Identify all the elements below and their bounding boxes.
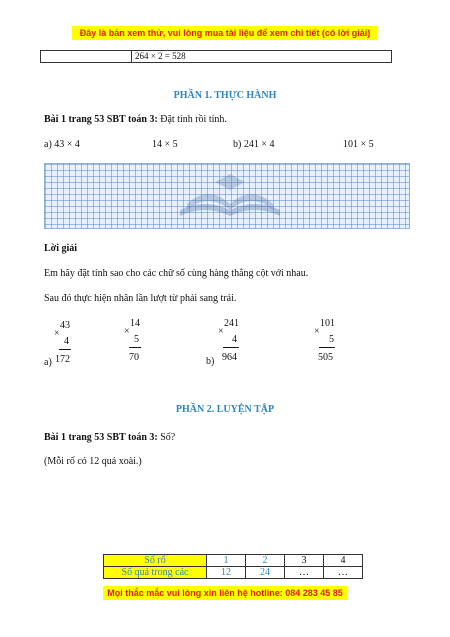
- exercise2-line: [44, 432, 175, 444]
- calc4-rule: [319, 347, 335, 348]
- exercise1-text: Đặt tính rồi tính.: [160, 114, 227, 125]
- table-cell: 24: [246, 567, 285, 579]
- exercise2-text: Số?: [160, 432, 176, 443]
- calc4-bottom: 5: [329, 334, 334, 345]
- table-row-label: Số quả trong các: [104, 567, 207, 579]
- table-row: [104, 567, 363, 579]
- calc1-bottom: 4: [64, 336, 69, 347]
- preview-banner: Đây là bản xem thử, vui lòng mua tài liệu để xem chi tiết (có lời giải): [72, 26, 378, 40]
- table-cell: 3: [285, 555, 324, 567]
- problem-a: a) 43 × 4: [44, 139, 80, 150]
- table-cell-calculation: 264 × 2 = 528: [135, 51, 186, 61]
- part-a-label: a): [44, 357, 52, 368]
- calc2-rule: [129, 347, 141, 348]
- table-cell: 12: [207, 567, 246, 579]
- table-cell: …: [324, 567, 363, 579]
- problem-b2: 101 × 5: [343, 139, 374, 150]
- solution-line1: Em hãy đặt tính sao cho các chữ số cùng hàng thẳng cột với nhau.: [44, 268, 309, 279]
- table-cell: 4: [324, 555, 363, 567]
- grid-paper: [44, 163, 410, 229]
- table-row-label: Số rổ: [104, 555, 207, 567]
- calc3-times-icon: ×: [218, 326, 224, 337]
- table-row: [104, 555, 363, 567]
- calc2-result: 70: [129, 352, 139, 363]
- calc3-top: 241: [224, 318, 239, 329]
- previous-table-row: [40, 50, 392, 63]
- solution-line2: Sau đó thực hiện nhân lần lượt từ phải sang trái.: [44, 293, 237, 304]
- calc1-times-icon: ×: [54, 328, 60, 339]
- problem-a2: 14 × 5: [152, 139, 178, 150]
- section2-heading: PHẦN 2. LUYỆN TẬP: [175, 404, 275, 415]
- calc4-times-icon: ×: [314, 326, 320, 337]
- calc3-bottom: 4: [232, 334, 237, 345]
- exercise1-line: [44, 114, 227, 126]
- calc4-top: 101: [320, 318, 335, 329]
- table-cell: …: [285, 567, 324, 579]
- calc1-top: 43: [60, 320, 70, 331]
- calc1-rule: [59, 349, 71, 350]
- hotline-footer: Mọi thắc mắc vui lòng xin liên hệ hotline: 084 283 45 85: [103, 586, 347, 600]
- calc1-result: 172: [55, 354, 70, 365]
- calc2-times-icon: ×: [124, 326, 130, 337]
- calc4-result: 505: [318, 352, 333, 363]
- exercise2-note: (Mỗi rổ có 12 quả xoài.): [44, 456, 142, 467]
- table-cell: 1: [207, 555, 246, 567]
- table-cell: 2: [246, 555, 285, 567]
- exercise2-label: Bài 1 trang 53 SBT toán 3:: [44, 432, 158, 443]
- problem-b: b) 241 × 4: [233, 139, 275, 150]
- exercise1-label: Bài 1 trang 53 SBT toán 3:: [44, 114, 158, 125]
- calc3-result: 964: [222, 352, 237, 363]
- calc2-top: 14: [130, 318, 140, 329]
- calc3-rule: [223, 347, 239, 348]
- calc2-bottom: 5: [134, 334, 139, 345]
- solution-label: Lời giải: [44, 243, 78, 254]
- part-b-label: b): [206, 356, 215, 367]
- book-watermark-icon: [175, 170, 285, 220]
- table-cell-empty: [41, 51, 132, 62]
- section1-heading: PHẦN 1. THỰC HÀNH: [173, 90, 277, 101]
- answer-table: [103, 554, 363, 579]
